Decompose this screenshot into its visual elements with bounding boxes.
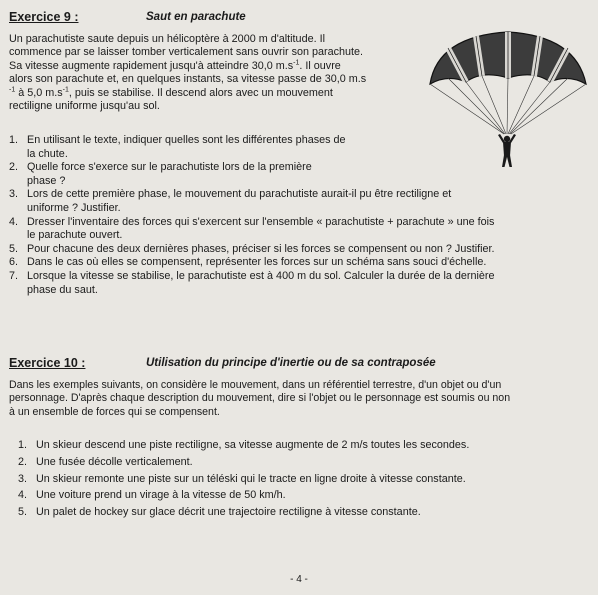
- page-number: - 4 -: [290, 574, 308, 585]
- list-item: 7. Lorsque la vitesse se stabilise, le parachutiste est à 400 m du sol. Calculer la durée de la dernière phase du saut.: [9, 269, 495, 296]
- list-item: 1. En utilisant le texte, indiquer quelles sont les différentes phases de la chute.: [9, 134, 346, 160]
- list-item: 2. Quelle force s'exerce sur le parachutiste lors de la première phase ?: [9, 161, 312, 187]
- parachute-canopy: [430, 32, 586, 84]
- list-item: 3. Un skieur remonte une piste sur un téléski qui le tracte en ligne droite à vitesse constante.: [18, 472, 466, 485]
- exercise-10-questions: [18, 437, 593, 521]
- list-item: 4. Une voiture prend un virage à la vitesse de 50 km/h.: [18, 489, 286, 502]
- exercise-10-subtitle: Utilisation du principe d'inertie ou de sa contraposée: [146, 357, 436, 369]
- list-item: 2. Une fusée décolle verticalement.: [18, 455, 193, 468]
- list-item: 1. Un skieur descend une piste rectiligne, sa vitesse augmente de 2 m/s toutes les secondes.: [18, 439, 470, 451]
- list-item: 3. Lors de cette première phase, le mouvement du parachutiste aurait-il pu être rectiligne et uniforme ? Justifier.: [9, 188, 452, 214]
- list-item: 6. Dans le cas où elles se compensent, représenter les forces sur un schéma sans souci d'échelle.: [9, 256, 487, 269]
- exercise-10-title: Exercice 10 :: [9, 356, 86, 370]
- suspension-lines: [430, 76, 586, 134]
- list-item: 5. Pour chacune des deux dernières phases, préciser si les forces se compensent ou non ? Justifier.: [9, 242, 495, 255]
- exercise-9-title: Exercice 9 :: [9, 10, 79, 24]
- exercise-9-statement: Un parachutiste saute depuis un hélicoptère à 2000 m d'altitude. Il commence par se laisser tomber verticalement sans ouvrir son parachute. Sa vitesse augmente rapidement jusqu'à atteindre 30,0 $m.s^{-1}$. Il ouvre alors son parachute et, en quelques instants, sa vitesse passe de 30,0 m.s $^{-1}$ à 5,0 $m.s^{-1}$, puis se stabilise. Il descend alors avec un mouvement rectiligne uniforme jusqu'au sol.: [9, 33, 367, 113]
- exercise-9-subtitle: Saut en parachute: [146, 11, 246, 23]
- exercise-10-statement: Dans les exemples suivants, on considère le mouvement, dans un référentiel terrestre, d'un objet ou d'un personnage. D'après chaque description du mouvement, dire si l'objet ou le personnage est soumis ou non à un ensemble de forces qui se compensent.: [9, 379, 511, 418]
- exercise-9-questions: [9, 134, 589, 297]
- list-item: 4. Dresser l'inventaire des forces qui s'exercent sur l'ensemble « parachutiste + parachute » une fois le parachute ouvert.: [9, 215, 495, 242]
- list-item: 5. Un palet de hockey sur glace décrit une trajectoire rectiligne à vitesse constante.: [18, 506, 421, 519]
